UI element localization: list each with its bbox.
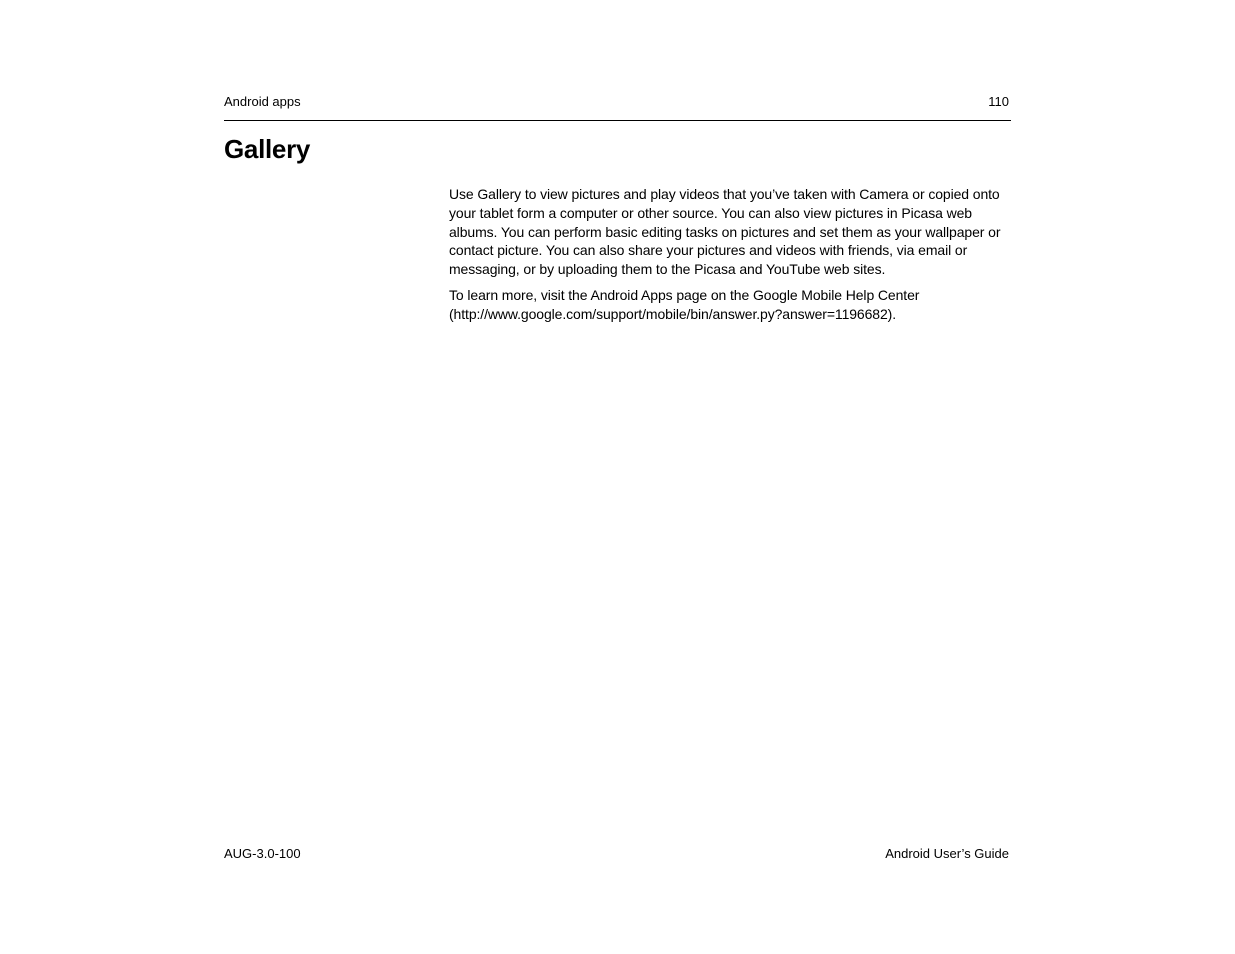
body-content bbox=[449, 185, 1011, 331]
header-section-title: Android apps bbox=[224, 94, 301, 109]
footer-doc-id: AUG-3.0-100 bbox=[224, 846, 301, 861]
body-paragraph-learn-more: To learn more, visit the Android Apps page on the Google Mobile Help Center (http://www.google.com/support/mobile/bin/answer.py?answer=1196682). bbox=[449, 286, 920, 322]
page-header bbox=[224, 93, 1011, 121]
footer-doc-title: Android User’s Guide bbox=[885, 846, 1009, 861]
body-paragraph-intro: Use Gallery to view pictures and play videos that you’ve taken with Camera or copied onto your tablet form a computer or other source. You can also view pictures in Picasa web albums. You can perform basic editing tasks on pictures and set them as your wallpaper or contact picture. You can also share your pictures and videos with friends, via email or messaging, or by uploading them to the Picasa and YouTube web sites. bbox=[449, 186, 1001, 278]
header-page-number: 110 bbox=[988, 94, 1009, 109]
page-title: Gallery bbox=[224, 134, 311, 164]
